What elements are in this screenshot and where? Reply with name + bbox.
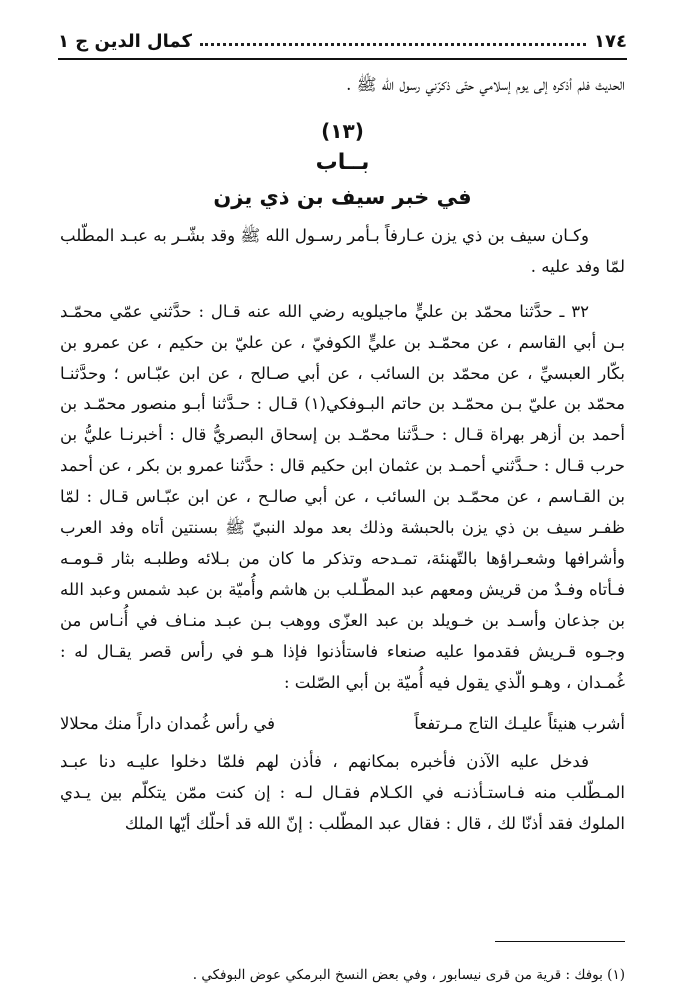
paragraph-3: فدخل عليه الآذن فأخبره بمكانهم ، فأذن لهم فلمّا دخلوا عليـه دنا عبـد المـطّلب منه فـاستـأذنـه في الكـلام فقـال لـه : إن كنت ممّن يتكلّم بين يـدي الملوك فقد أذنّا لك ، قال : فقال عبد المطّلب : إنّ الله قد أحلّك أيّها الملك [60,752,625,834]
header-dot-leader [200,43,586,46]
paragraph-1: وكـان سيف بن ذي يزن عـارفاً بـأمر رسـول الله ﷺ وقد بشّـر به عبـد المطّلب لمّا وفد عليه . [60,225,625,276]
paragraph-2: ٣٢ ـ حدَّثنا محمّد بن عليٍّ ماجيلويه رضي الله عنه قـال : حدَّثني عمّي محمّـد بـن أبي القاسم ، عن محمّـد بن عليٍّ الكوفيّ ، عن عليّ بن حكيم ، عن عمرو بن بكّار العبسيِّ ، عن محمّد بن السائب ، عن أبي صـالح ، عن ابن عبّـاس ؛ وحدَّثنـا محمّد بن عليّ بـن محمّـد بن حاتم البـوفكي(١) قـال : حـدَّثنا أبـو منصور محمّـد بن أحمد بن أزهر بهراة قـال : حـدَّثنا محمّـد بن إسحاق البصريُّ قال : أخبرنـا عليُّ بن حرب قـال : حـدَّثني أحمـد بن عثمان ابن حكيم قال : حدَّثنا عمرو بن بكر ، عن أحمد بن القـاسم ، عن محمّـد بن السائب ، عن أبي صالـح ، عن ابن عبّـاس قـال : لمّا ظفـر سيف بن ذي يزن بالحبشة وذلك بعد مولد النبيّ ﷺ بسنتين أتاه وفد العرب وأشرافها وشعـراؤها بالتّهنئة، تمـدحه وتذكر ما كان من بـلائه وطلبـه بثار قـومـه فـأتاه وفـدٌ من قريش ومعهم عبد المطّـلب بن هاشم وأُميّة بن عبد شمس وعبد الله بن جذعان وأسـد بن خـويلد بن عبد العزّى ووهب بـن عبـد منـاف في أُنـاس من وجـوه قـريش فقدموا عليه صنعاء فاستأذنوا فإذا هـو في رأس قصر يقـال له : غُمـدان ، وهـو الّذي يقول فيه أُميّة بن أبي الصّلت : [60,301,625,692]
page-header [58,26,627,56]
poem-verse [60,699,625,748]
chapter-number: (١٣) [321,118,364,143]
chapter-word: بــاب [315,149,370,175]
page-number: ١٧٤ [594,30,627,52]
intro-line: الحديث فلم أذكره إلى يوم إسلامي حتّى ذكرّني رسول الله ﷺ . [346,75,625,94]
verse-hemistich-1: أشرب هنيئاً عليـك التاج مـرتفعاً [414,713,625,733]
book-title: كمال الدين ج ١ [58,30,192,52]
header-rule [58,58,627,60]
footnote-rule [495,941,625,942]
verse-hemistich-2: في رأس غُمدان داراً منك محلالا [60,713,276,733]
chapter-title: في خبر سيف بن ذي يزن [213,184,472,209]
footnote: (١) بوفك : قرية من قرى نيسابور ، وفي بعض النسخ البرمكي عوض البوفكي . [192,966,625,983]
page-body [60,70,625,840]
